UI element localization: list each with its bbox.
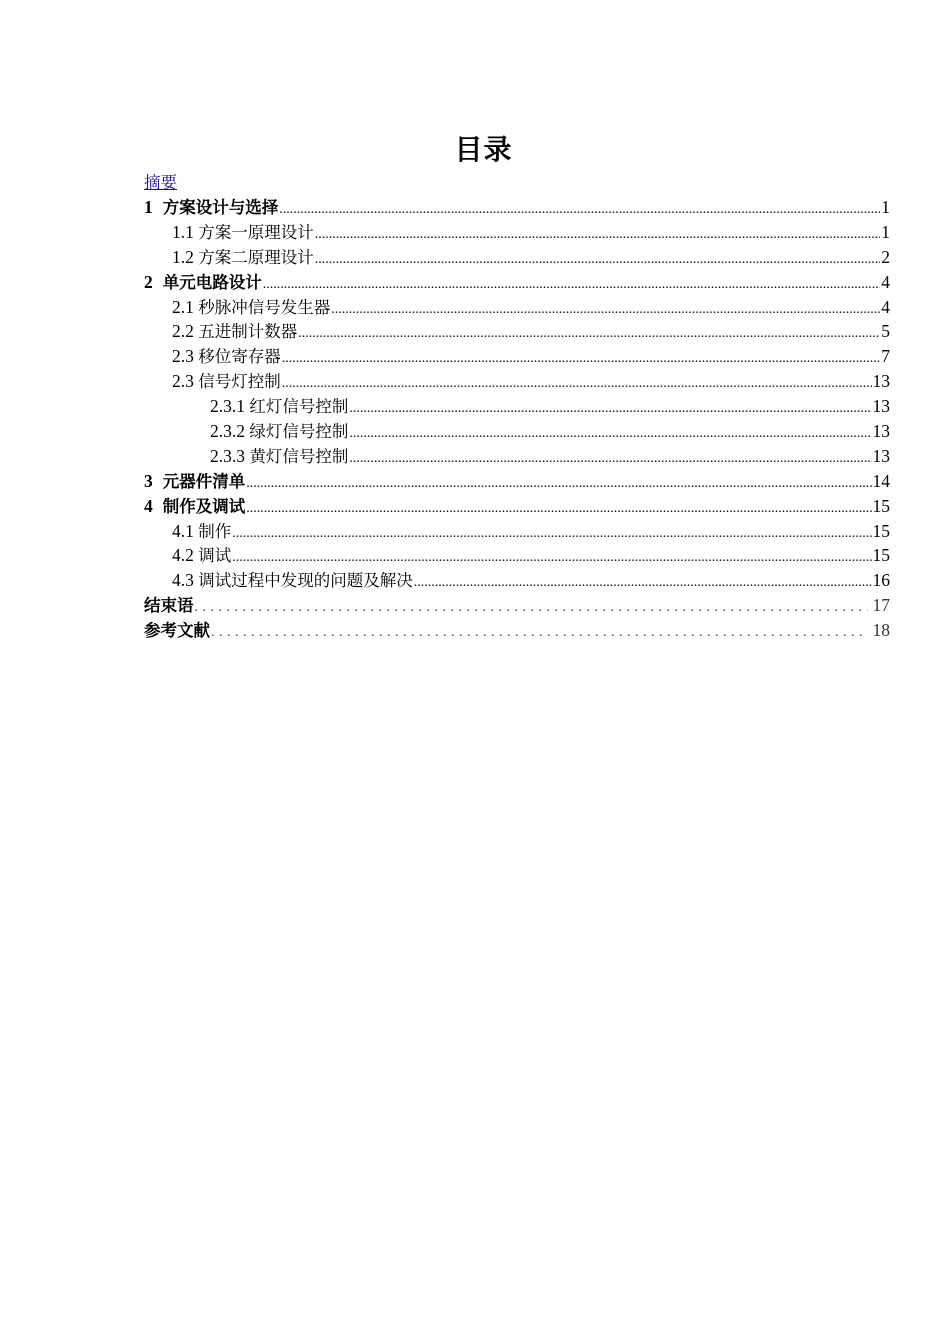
page-number: 2 [881,246,890,267]
toc-entry[interactable]: 4.2 调试 ..... 15 [144,543,890,568]
page-number: 13 [872,421,890,442]
leader-dots [349,447,871,472]
leader-dots [349,422,871,447]
toc-entry[interactable]: 1 方案设计与选择 ..... 1 [144,195,890,220]
table-of-contents [144,170,890,643]
page-number: 16 [872,570,890,591]
leader-dots [331,298,880,323]
toc-entry[interactable]: 2.3 信号灯控制 ..... 13 [144,369,890,394]
toc-entry[interactable]: 2.1 秒脉冲信号发生器 ..... 4 [144,295,890,320]
leader-dots [246,472,871,497]
toc-entry[interactable]: 4 制作及调试 ..... 15 [144,494,890,519]
toc-entry[interactable]: 2.3.2 绿灯信号控制 ..... 13 [144,419,890,444]
leader-dots [195,596,868,621]
toc-entry-abstract[interactable] [144,170,890,195]
toc-entry[interactable]: 2 单元电路设计 ..... 4 [144,270,890,295]
toc-entry[interactable]: 4.3 调试过程中发现的问题及解决 ..... 16 [144,568,890,593]
toc-entry[interactable]: 结束语 . . . 17 [144,593,890,618]
page-number: 13 [872,371,890,392]
toc-entry[interactable]: 2.3.3 黄灯信号控制 ..... 13 [144,444,890,469]
toc-entry[interactable]: 3 元器件清单 ..... 14 [144,469,890,494]
leader-dots [211,621,868,646]
toc-entry[interactable]: 2.2 五进制计数器 ..... 5 [144,319,890,344]
leader-dots [282,372,872,397]
page-number: 14 [872,470,890,491]
page-number: 5 [881,321,890,342]
page-number: 7 [881,346,890,367]
leader-dots [263,273,881,298]
page-number: 15 [872,495,890,516]
page-number: 4 [881,271,890,292]
leader-dots [315,248,881,273]
abstract-link[interactable]: 摘要 [144,173,177,192]
leader-dots [232,522,871,547]
toc-title: 目录 [454,133,513,166]
leader-dots [414,571,872,596]
page-number: 1 [881,221,890,242]
page-number: 13 [872,396,890,417]
page-number: 15 [872,520,890,541]
toc-entry[interactable]: 2.3.1 红灯信号控制 ..... 13 [144,394,890,419]
page-number: 18 [872,620,890,641]
page-number: 15 [872,545,890,566]
leader-dots [349,397,871,422]
leader-dots [282,347,881,372]
leader-dots [315,223,881,248]
toc-entry[interactable]: 2.3 移位寄存器 ..... 7 [144,344,890,369]
page-number: 1 [881,197,890,217]
toc-entry[interactable]: 1.2 方案二原理设计 ..... 2 [144,245,890,270]
leader-dots [279,198,880,223]
page-number: 17 [872,595,890,616]
page-number: 4 [881,296,890,317]
page-number: 13 [872,445,890,466]
toc-entry[interactable]: 1.1 方案一原理设计 ..... 1 [144,220,890,245]
leader-dots [298,322,880,347]
toc-entry[interactable]: 参考文献 . . . 18 [144,618,890,643]
toc-entry[interactable]: 4.1 制作 ..... 15 [144,519,890,544]
leader-dots [246,497,871,522]
